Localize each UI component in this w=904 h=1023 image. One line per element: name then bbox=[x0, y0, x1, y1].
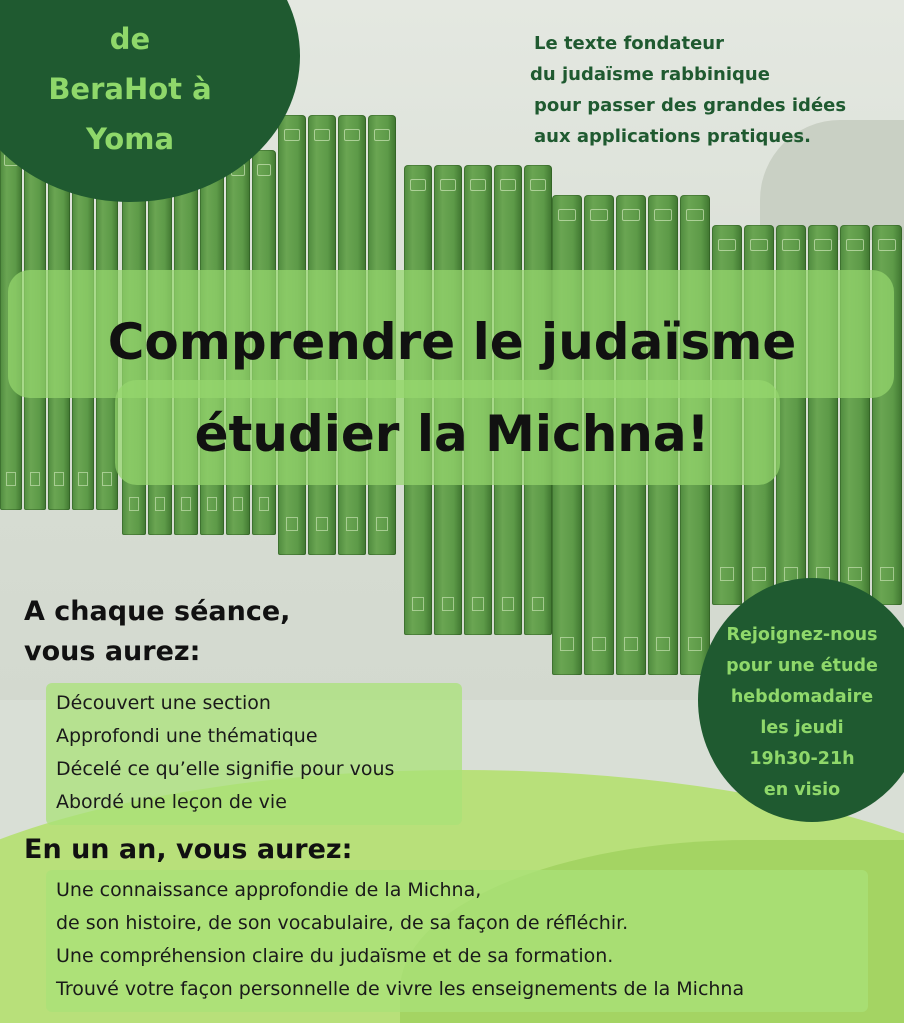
badge-line-1: de bbox=[109, 22, 151, 56]
year-item-4: Trouvé votre façon personnelle de vivre les enseignements de la Michna bbox=[56, 978, 745, 1000]
intro-text bbox=[520, 28, 880, 152]
join-line-4: les jeudi bbox=[760, 718, 844, 738]
session-title-line-2: vous aurez: bbox=[24, 636, 201, 667]
session-item-1: Découvert une section bbox=[56, 692, 271, 714]
join-line-5: 19h30-21h bbox=[749, 749, 855, 769]
join-line-1: Rejoignez-nous bbox=[726, 625, 878, 645]
intro-line-4: aux applications pratiques. bbox=[534, 126, 811, 147]
session-list bbox=[46, 683, 462, 825]
year-item-3: Une compréhension claire du judaïsme et de sa formation. bbox=[56, 945, 614, 967]
year-title bbox=[24, 830, 352, 870]
headline bbox=[0, 296, 904, 480]
headline-line-2: étudier la Michna! bbox=[194, 405, 710, 463]
session-item-2: Approfondi une thématique bbox=[56, 725, 318, 747]
badge-line-2: BeraHot à bbox=[48, 72, 212, 106]
title-badge-text bbox=[0, 14, 260, 164]
session-item-3: Décelé ce qu’elle signifie pour vous bbox=[56, 758, 395, 780]
session-title bbox=[24, 592, 290, 672]
intro-line-2: du judaïsme rabbinique bbox=[530, 64, 770, 85]
year-item-1: Une connaissance approfondie de la Michna, bbox=[56, 879, 482, 901]
intro-line-1: Le texte fondateur bbox=[534, 33, 724, 54]
year-title-line: En un an, vous aurez: bbox=[24, 834, 353, 865]
schedule-badge-text bbox=[712, 620, 892, 806]
join-line-3: hebdomadaire bbox=[730, 687, 874, 707]
session-title-line-1: A chaque séance, bbox=[24, 596, 291, 627]
year-list bbox=[46, 870, 868, 1012]
badge-line-3: Yoma bbox=[85, 122, 175, 156]
join-line-6: en visio bbox=[763, 780, 841, 800]
year-item-2: de son histoire, de son vocabulaire, de sa façon de réfléchir. bbox=[56, 912, 629, 934]
join-line-2: pour une étude bbox=[726, 656, 878, 676]
headline-line-1: Comprendre le judaïsme bbox=[107, 313, 797, 371]
session-item-4: Abordé une leçon de vie bbox=[56, 791, 287, 813]
intro-line-3: pour passer des grandes idées bbox=[534, 95, 847, 116]
